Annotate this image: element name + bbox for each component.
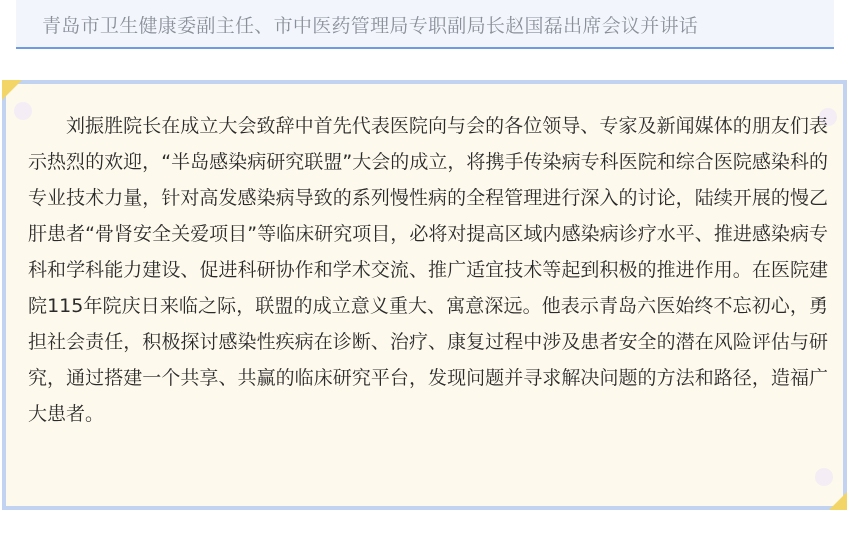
image-caption: 青岛市卫生健康委副主任、市中医药管理局专职副局长赵国磊出席会议并讲话 — [42, 15, 699, 37]
corner-accent-bottom-right — [829, 492, 847, 510]
article-paragraph: 刘振胜院长在成立大会致辞中首先代表医院向与会的各位领导、专家及新闻媒体的朋友们表示热烈的欢迎，“半岛感染病研究联盟”大会的成立，将携手传染病专科医院和综合医院感染科的专业技术力量，针对高发感染病导致的系列慢性病的全程管理进行深入的讨论，陆续开展的慢乙肝患者“骨肾安全关爱项目”等临床研究项目，必将对提高区域内感染病诊疗水平、推进感染病专科和学科能力建设、促进科研协作和学术交流、推广适宜技术等起到积极的推进作用。在医院建院115年院庆日来临之际，联盟的成立意义重大、寓意深远。他表示青岛六医始终不忘初心，勇担社会责任，积极探讨感染性疾病在诊断、治疗、康复过程中涉及患者安全的潜在风险评估与研究，通过搭建一个共享、共赢的临床研究平台，发现问题并寻求解决问题的方法和路径，造福广大患者。 — [28, 115, 828, 425]
decorative-dot-bottom-right — [815, 468, 833, 486]
article-panel — [2, 80, 847, 510]
corner-accent-top-left — [2, 80, 22, 100]
image-caption-bar — [16, 0, 834, 49]
